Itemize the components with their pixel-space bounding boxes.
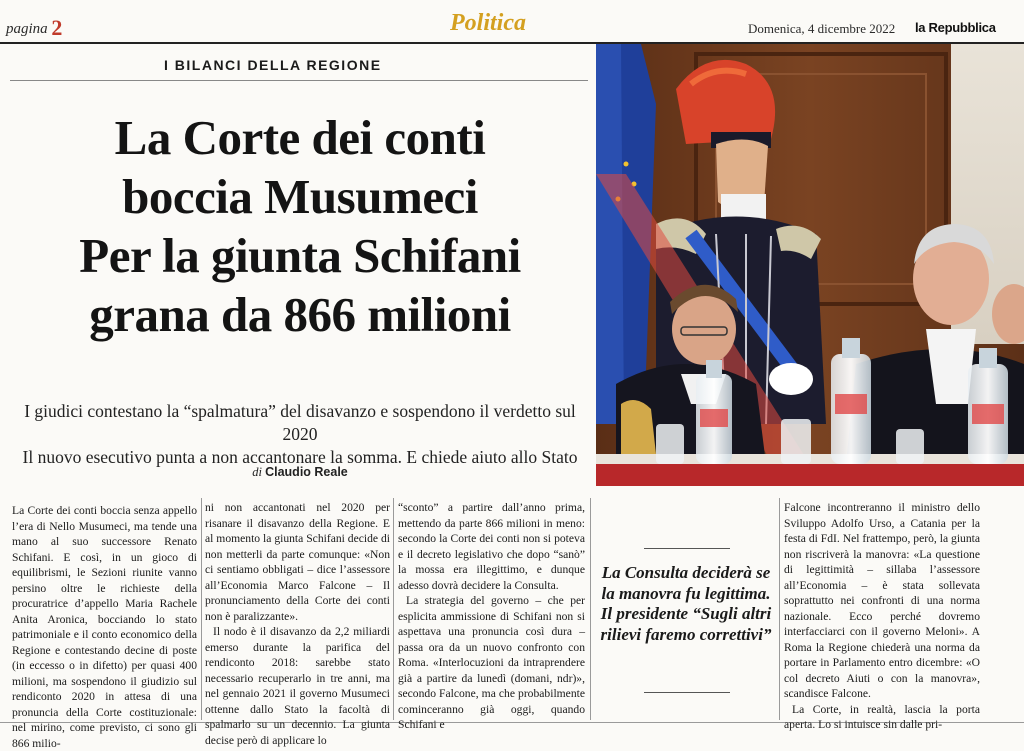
article-paragraph: La strategia del governo – che per esplicita ammissione di Schifani non si aspettava una pronuncia così dura – passa ora da un nuovo confronto con Roma. «Interlocuzioni da intraprendere già a partire da lunedì (domani, ndr)», secondo Falcone, ma che probabilmente cominceranno già oggi, quando Schifani e [398, 594, 585, 731]
pullquote-rule-top [644, 548, 730, 549]
kicker-divider [10, 80, 588, 81]
article-kicker: I BILANCI DELLA REGIONE [164, 57, 382, 73]
page-label: pagina [6, 21, 48, 37]
article-headline [10, 108, 590, 344]
article-paragraph: “sconto” a partire dall’anno prima, mettendo da parte 866 milioni in meno: secondo la Corte dei conti non si poteva e il decreto legislativo che dopo “sanò” la mossa era illegittimo, e dunque adesso dovrà decidere la Consulta. [398, 501, 585, 592]
pullquote: La Consulta deciderà se la manovra fu legittima. Il presidente “Sugli altri rilievi faremo correttivi” [600, 563, 772, 644]
article-paragraph: La Corte, in realtà, lascia la porta aperta. Lo si intuisce sin dalle pri- [784, 702, 980, 731]
page-number: 2 [51, 15, 63, 40]
headline-line: La Corte dei conti [114, 110, 486, 165]
deck-line: Il nuovo esecutivo punta a non accantonare la somma. E chiede aiuto allo Stato [22, 447, 578, 467]
article-column-4 [784, 500, 980, 733]
article-paragraph: Falcone incontreranno il ministro dello Sviluppo Adolfo Urso, a Catania per la festa di FdI. Nel frattempo, però, la giunta non riscriverà la manovra: «La questione di legittimità – sillaba l’assessore all’Economia – è stata sollevata soprattutto nei confronti di una norma nazionale. Ecco perché dovremo interfacciarci con il governo Meloni». A Roma la Regione chiederà una norma da portare in Parlamento entro dicembre: «O col decreto Aiuti o con la manovra», scandisce Falcone. [784, 501, 980, 700]
article-paragraph: Il nodo è il disavanzo da 2,2 miliardi emerso durante la parifica del rendiconto 2018: sarebbe stato necessario recuperarlo in tre anni, ma nel gennaio 2021 il governo Musumeci ottenne dallo Stato la facoltà di spalmarlo su un decennio. La giunta decise però di applicare lo [205, 625, 390, 747]
article-deck [10, 400, 590, 469]
article-column-3 [398, 500, 585, 733]
page-indicator [6, 13, 62, 39]
article-paragraph: ni non accantonati nel 2020 per risanare il disavanzo della Regione. E al momento la giunta Schifani decide di non metterli da parte comunque: «Non ci sentiamo obbligati – dice l’assessore all’Economia Marco Falcone – Il pronunciamento della Corte dei conti non è paralizzante». [205, 501, 390, 623]
deck-line: I giudici contestano la “spalmatura” del disavanzo e sospendono il verdetto sul 2020 [24, 401, 576, 444]
court-hearing-illustration [596, 44, 1024, 486]
column-divider [201, 498, 202, 720]
pullquote-rule-bottom [644, 692, 730, 693]
headline-line: Per la giunta Schifani [79, 228, 521, 283]
article-column-2 [205, 500, 390, 748]
article-paragraph: La Corte dei conti boccia senza appello l’era di Nello Musumeci, ma tende una mano al suo successore Renato Schifani. E così, in un gioco di equilibrismi, le Sezioni riunite vanno persino oltre le richieste della procuratrice d’appello Maria Rachele Anita Aronica, bocciando lo stato patrimoniale e il conto economico della Regione e contestando decine di poste (in eccesso o in difetto) per quasi 400 milioni, ma sospendono il giudizio sul rendiconto 2020 in attesa di una pronuncia della Corte costituzionale: nel mirino, come previsto, ci sono gli 866 milio- [12, 504, 197, 750]
column-divider [590, 498, 591, 720]
section-title: Politica [450, 10, 526, 36]
byline [10, 465, 590, 480]
article-photo [596, 44, 1024, 486]
author-name: Claudio Reale [265, 465, 348, 479]
newspaper-logo: la Repubblica [915, 20, 996, 35]
headline-line: grana da 866 milioni [89, 287, 511, 342]
column-divider [779, 498, 780, 720]
headline-line: boccia Musumeci [122, 169, 478, 224]
issue-date: Domenica, 4 dicembre 2022 [748, 21, 896, 36]
column-divider [393, 498, 394, 720]
byline-prefix: di [252, 465, 262, 479]
article-column-1 [12, 503, 197, 751]
